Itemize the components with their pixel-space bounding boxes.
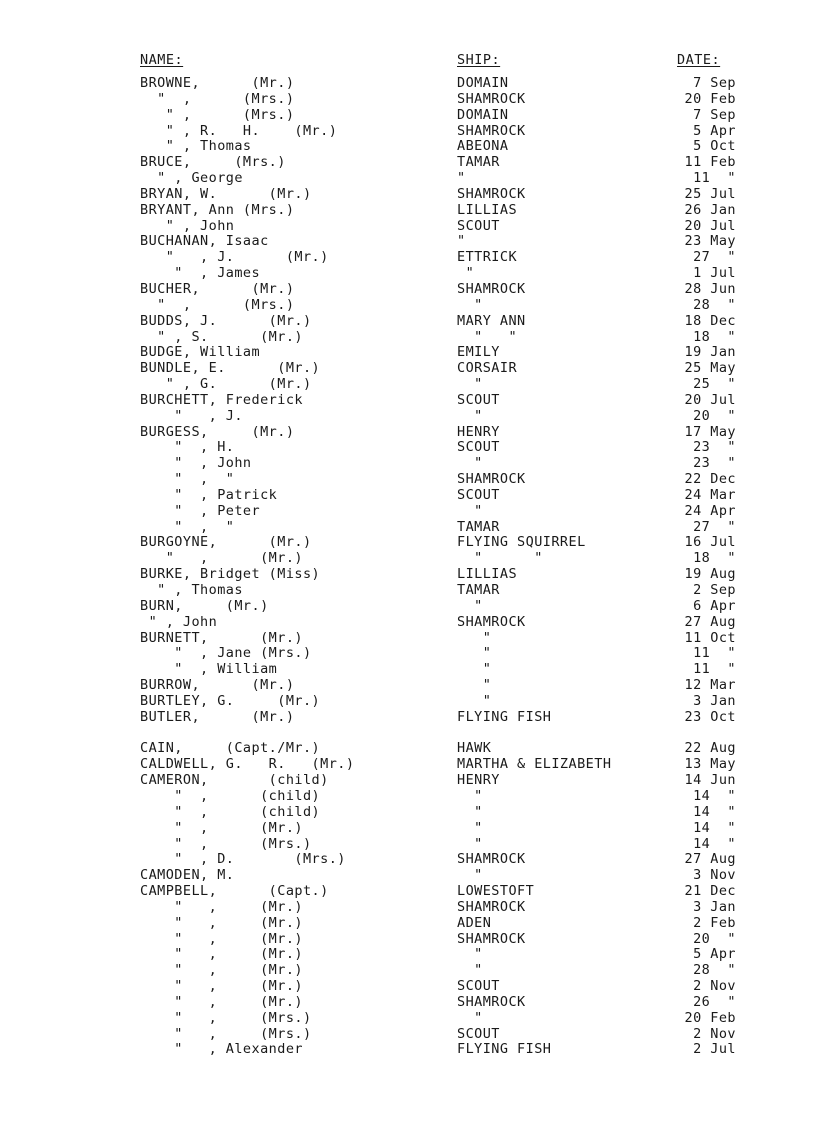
- ship-name: SHAMROCK: [457, 280, 526, 297]
- passenger-name: " , D. (Mrs.): [140, 851, 346, 868]
- arrival-date: 17 May: [684, 423, 736, 440]
- table-row: [0, 932, 816, 948]
- arrival-date: 7 Sep: [693, 75, 736, 91]
- table-row: [0, 155, 816, 171]
- ship-name: ": [457, 502, 483, 519]
- table-row: [0, 345, 816, 361]
- arrival-date: 16 Jul: [684, 534, 736, 551]
- arrival-date: 11 Oct: [684, 629, 736, 646]
- arrival-date: 14 ": [693, 819, 736, 836]
- arrival-date: 18 ": [693, 550, 736, 567]
- passenger-name: " , (Mr.): [140, 819, 303, 836]
- arrival-date: 26 Jan: [684, 201, 736, 218]
- table-row: [0, 631, 816, 647]
- arrival-date: 11 Feb: [684, 154, 736, 171]
- arrival-date: 6 Apr: [693, 597, 736, 614]
- arrival-date: 24 Apr: [684, 502, 736, 519]
- ship-name: ": [457, 946, 483, 963]
- passenger-name: BURTLEY, G. (Mr.): [140, 692, 321, 709]
- arrival-date: 27 Aug: [684, 613, 736, 630]
- passenger-name: " , R. H. (Mr.): [140, 122, 338, 139]
- passenger-name: " , G. (Mr.): [140, 376, 312, 393]
- ship-name: ": [457, 677, 492, 694]
- ship-name: ": [457, 787, 483, 804]
- table-row: [0, 456, 816, 472]
- ship-name: FLYING FISH: [457, 708, 552, 725]
- ship-name: ": [457, 819, 483, 836]
- ship-name: CORSAIR: [457, 360, 518, 377]
- arrival-date: 26 ": [693, 993, 736, 1010]
- ship-name: ": [457, 455, 483, 472]
- ship-name: TAMAR: [457, 154, 500, 171]
- table-row: [0, 361, 816, 377]
- table-row: [0, 615, 816, 631]
- passenger-name: " , John: [140, 217, 235, 234]
- table-row: [0, 821, 816, 837]
- arrival-date: 2 Nov: [693, 978, 736, 995]
- passenger-name: " , Jane (Mrs.): [140, 645, 312, 662]
- ship-name: LILLIAS: [457, 566, 518, 583]
- table-row: [0, 583, 816, 599]
- table-row: [0, 995, 816, 1011]
- arrival-date: 28 ": [693, 296, 736, 313]
- passenger-name: " , (Mr.): [140, 914, 303, 931]
- ship-name: SHAMROCK: [457, 851, 526, 868]
- arrival-date: 2 Jul: [693, 1041, 736, 1058]
- passenger-name: CAMPBELL, (Capt.): [140, 883, 329, 900]
- table-row: [0, 488, 816, 504]
- arrival-date: 19 Jan: [684, 344, 736, 361]
- arrival-date: 12 Mar: [684, 677, 736, 694]
- arrival-date: 19 Aug: [684, 566, 736, 583]
- ship-name: SHAMROCK: [457, 471, 526, 488]
- ship-name: SCOUT: [457, 217, 500, 234]
- passenger-name: BUTLER, (Mr.): [140, 708, 295, 725]
- passenger-name: BURGESS, (Mr.): [140, 423, 295, 440]
- passenger-name: " , (Mr.): [140, 978, 303, 995]
- table-row: [0, 900, 816, 916]
- arrival-date: 3 Jan: [693, 898, 736, 915]
- passenger-name: " , S. (Mr.): [140, 328, 303, 345]
- ship-name: FLYING FISH: [457, 1041, 552, 1058]
- table-row: [0, 171, 816, 187]
- arrival-date: 20 Jul: [684, 391, 736, 408]
- table-row: [0, 250, 816, 266]
- header-ship: SHIP:: [457, 52, 501, 68]
- table-row: [0, 773, 816, 789]
- ship-name: HENRY: [457, 423, 500, 440]
- arrival-date: 3 Jan: [693, 692, 736, 709]
- passenger-name: BURNETT, (Mr.): [140, 629, 303, 646]
- arrival-date: 27 ": [693, 518, 736, 535]
- ship-name: EMILY: [457, 344, 500, 361]
- table-row: [0, 298, 816, 314]
- ship-name: TAMAR: [457, 518, 500, 535]
- passenger-name: " , William: [140, 661, 278, 678]
- ship-name: TAMAR: [457, 582, 500, 598]
- passenger-name: " , (Mrs.): [140, 1009, 312, 1026]
- table-row: [0, 535, 816, 551]
- ship-name: ": [457, 645, 492, 662]
- ship-name: DOMAIN: [457, 75, 509, 91]
- passenger-name: " , (Mr.): [140, 962, 303, 979]
- ship-name: ": [457, 376, 483, 393]
- arrival-date: 5 Apr: [693, 946, 736, 963]
- passenger-name: " , Alexander: [140, 1041, 303, 1058]
- header-name: NAME:: [140, 52, 184, 68]
- arrival-date: 5 Oct: [693, 138, 736, 155]
- passenger-name: BURCHETT, Frederick: [140, 391, 303, 408]
- table-row: [0, 187, 816, 203]
- table-row: [0, 757, 816, 773]
- ship-name: HAWK: [457, 740, 492, 757]
- passenger-name: BUDGE, William: [140, 344, 261, 361]
- arrival-date: 2 Feb: [693, 914, 736, 931]
- table-row: [0, 76, 816, 92]
- passenger-name: " , George: [140, 170, 243, 187]
- table-row: [0, 282, 816, 298]
- passenger-list: [0, 76, 816, 1058]
- ship-name: ": [457, 867, 483, 884]
- arrival-date: 25 ": [693, 376, 736, 393]
- table-row: [0, 662, 816, 678]
- passenger-name: " , (child): [140, 803, 321, 820]
- arrival-date: 24 Mar: [684, 486, 736, 503]
- table-row: [0, 947, 816, 963]
- arrival-date: 20 ": [693, 930, 736, 947]
- arrival-date: 23 Oct: [684, 708, 736, 725]
- arrival-date: 20 Feb: [684, 1009, 736, 1026]
- header-date: DATE:: [677, 52, 721, 68]
- passenger-name: " , (Mrs.): [140, 106, 295, 123]
- ship-name: HENRY: [457, 772, 500, 789]
- table-row: [0, 266, 816, 282]
- arrival-date: 23 May: [684, 233, 736, 250]
- table-row: [0, 330, 816, 346]
- ship-name: ": [457, 265, 475, 282]
- table-row: [0, 377, 816, 393]
- ship-name: FLYING SQUIRREL: [457, 534, 586, 551]
- arrival-date: 11 ": [693, 645, 736, 662]
- arrival-date: 14 ": [693, 803, 736, 820]
- passenger-name: " , (Mrs.): [140, 296, 295, 313]
- table-row: [0, 884, 816, 900]
- passenger-name: BURROW, (Mr.): [140, 677, 295, 694]
- arrival-date: 22 Aug: [684, 740, 736, 757]
- arrival-date: 27 Aug: [684, 851, 736, 868]
- passenger-name: CAMERON, (child): [140, 772, 329, 789]
- table-row: [0, 916, 816, 932]
- ship-name: SHAMROCK: [457, 930, 526, 947]
- ship-name: SCOUT: [457, 1025, 500, 1042]
- passenger-name: CAIN, (Capt./Mr.): [140, 740, 321, 757]
- ship-name: SHAMROCK: [457, 993, 526, 1010]
- table-row: [0, 805, 816, 821]
- passenger-name: " , (Mr.): [140, 550, 303, 567]
- table-row: [0, 741, 816, 757]
- passenger-name: " , H.: [140, 439, 235, 456]
- passenger-name: " , John: [140, 613, 218, 630]
- passenger-name: " , J. (Mr.): [140, 249, 329, 266]
- ship-name: ABEONA: [457, 138, 509, 155]
- passenger-name: BRYAN, W. (Mr.): [140, 185, 312, 202]
- ship-name: ": [457, 962, 483, 979]
- table-row: [0, 219, 816, 235]
- table-row: [0, 789, 816, 805]
- table-row: [0, 678, 816, 694]
- table-row: [0, 472, 816, 488]
- arrival-date: 22 Dec: [684, 471, 736, 488]
- arrival-date: 28 ": [693, 962, 736, 979]
- ship-name: " ": [457, 328, 518, 345]
- arrival-date: 2 Sep: [693, 582, 736, 598]
- ship-name: ": [457, 233, 466, 250]
- arrival-date: 25 Jul: [684, 185, 736, 202]
- passenger-name: " , ": [140, 471, 235, 488]
- table-row: [0, 314, 816, 330]
- arrival-date: 21 Dec: [684, 883, 736, 900]
- arrival-date: 28 Jun: [684, 280, 736, 297]
- table-row: [0, 234, 816, 250]
- ship-name: SHAMROCK: [457, 613, 526, 630]
- ship-name: ": [457, 1009, 483, 1026]
- passenger-name: BUCHER, (Mr.): [140, 280, 295, 297]
- arrival-date: 27 ": [693, 249, 736, 266]
- passenger-name: " , James: [140, 265, 261, 282]
- passenger-name: " , John: [140, 455, 252, 472]
- arrival-date: 20 Jul: [684, 217, 736, 234]
- table-row: [0, 868, 816, 884]
- table-row: [0, 1042, 816, 1058]
- arrival-date: 11 ": [693, 661, 736, 678]
- passenger-name: " , (Mr.): [140, 930, 303, 947]
- table-row: [0, 599, 816, 615]
- passenger-name: CALDWELL, G. R. (Mr.): [140, 756, 355, 773]
- table-row: [0, 92, 816, 108]
- passenger-name: CAMODEN, M.: [140, 867, 235, 884]
- section-gap: [0, 726, 816, 742]
- passenger-name: " , (Mrs.): [140, 90, 295, 107]
- arrival-date: 20 ": [693, 407, 736, 424]
- arrival-date: 1 Jul: [693, 265, 736, 282]
- arrival-date: 5 Apr: [693, 122, 736, 139]
- ship-name: MARY ANN: [457, 312, 526, 329]
- arrival-date: 25 May: [684, 360, 736, 377]
- table-row: [0, 567, 816, 583]
- table-row: [0, 425, 816, 441]
- arrival-date: 18 ": [693, 328, 736, 345]
- passenger-name: " , Peter: [140, 502, 261, 519]
- table-row: [0, 1027, 816, 1043]
- passenger-name: " , Patrick: [140, 486, 278, 503]
- arrival-date: 7 Sep: [693, 106, 736, 123]
- table-row: [0, 409, 816, 425]
- ship-name: ": [457, 170, 466, 187]
- ship-name: MARTHA & ELIZABETH: [457, 756, 612, 773]
- ship-name: SCOUT: [457, 486, 500, 503]
- arrival-date: 18 Dec: [684, 312, 736, 329]
- passenger-name: " , Thomas: [140, 138, 252, 155]
- ship-name: ": [457, 597, 483, 614]
- ship-name: ": [457, 692, 492, 709]
- ship-name: LOWESTOFT: [457, 883, 535, 900]
- table-row: [0, 393, 816, 409]
- ship-name: SHAMROCK: [457, 185, 526, 202]
- passenger-name: BURGOYNE, (Mr.): [140, 534, 312, 551]
- table-row: [0, 963, 816, 979]
- table-row: [0, 139, 816, 155]
- ship-name: ETTRICK: [457, 249, 518, 266]
- passenger-name: BRYANT, Ann (Mrs.): [140, 201, 295, 218]
- table-row: [0, 852, 816, 868]
- passenger-name: " , Thomas: [140, 582, 243, 598]
- table-row: [0, 710, 816, 726]
- ship-name: SCOUT: [457, 978, 500, 995]
- table-row: [0, 108, 816, 124]
- arrival-date: 11 ": [693, 170, 736, 187]
- passenger-name: BUCHANAN, Isaac: [140, 233, 269, 250]
- table-row: [0, 837, 816, 853]
- ship-name: SHAMROCK: [457, 898, 526, 915]
- ship-name: SCOUT: [457, 391, 500, 408]
- passenger-name: " , (Mr.): [140, 898, 303, 915]
- table-row: [0, 1011, 816, 1027]
- arrival-date: 14 Jun: [684, 772, 736, 789]
- arrival-date: 23 ": [693, 439, 736, 456]
- ship-name: ": [457, 661, 492, 678]
- passenger-name: BUDDS, J. (Mr.): [140, 312, 312, 329]
- table-row: [0, 520, 816, 536]
- passenger-name: " , (Mr.): [140, 946, 303, 963]
- ship-name: ": [457, 407, 483, 424]
- passenger-name: BRUCE, (Mrs.): [140, 154, 286, 171]
- passenger-name: " , (Mr.): [140, 993, 303, 1010]
- table-row: [0, 979, 816, 995]
- table-row: [0, 504, 816, 520]
- arrival-date: 14 ": [693, 787, 736, 804]
- table-row: [0, 440, 816, 456]
- arrival-date: 2 Nov: [693, 1025, 736, 1042]
- ship-name: ": [457, 629, 492, 646]
- table-row: [0, 124, 816, 140]
- ship-name: SHAMROCK: [457, 122, 526, 139]
- arrival-date: 20 Feb: [684, 90, 736, 107]
- arrival-date: 13 May: [684, 756, 736, 773]
- passenger-name: BURN, (Mr.): [140, 597, 269, 614]
- passenger-name: " , J.: [140, 407, 243, 424]
- arrival-date: 3 Nov: [693, 867, 736, 884]
- table-row: [0, 646, 816, 662]
- ship-name: ADEN: [457, 914, 492, 931]
- ship-name: ": [457, 296, 483, 313]
- passenger-name: " , (child): [140, 787, 321, 804]
- ship-name: ": [457, 835, 483, 852]
- passenger-name: BURKE, Bridget (Miss): [140, 566, 321, 583]
- table-row: [0, 694, 816, 710]
- passenger-name: BUNDLE, E. (Mr.): [140, 360, 321, 377]
- passenger-name: " , (Mrs.): [140, 835, 312, 852]
- ship-name: SCOUT: [457, 439, 500, 456]
- ship-name: " ": [457, 550, 543, 567]
- ship-name: SHAMROCK: [457, 90, 526, 107]
- passenger-name: BROWNE, (Mr.): [140, 75, 295, 91]
- passenger-name: " , ": [140, 518, 235, 535]
- arrival-date: 23 ": [693, 455, 736, 472]
- passenger-name: " , (Mrs.): [140, 1025, 312, 1042]
- ship-name: LILLIAS: [457, 201, 518, 218]
- table-row: [0, 551, 816, 567]
- ship-name: ": [457, 803, 483, 820]
- ship-name: DOMAIN: [457, 106, 509, 123]
- arrival-date: 14 ": [693, 835, 736, 852]
- table-row: [0, 203, 816, 219]
